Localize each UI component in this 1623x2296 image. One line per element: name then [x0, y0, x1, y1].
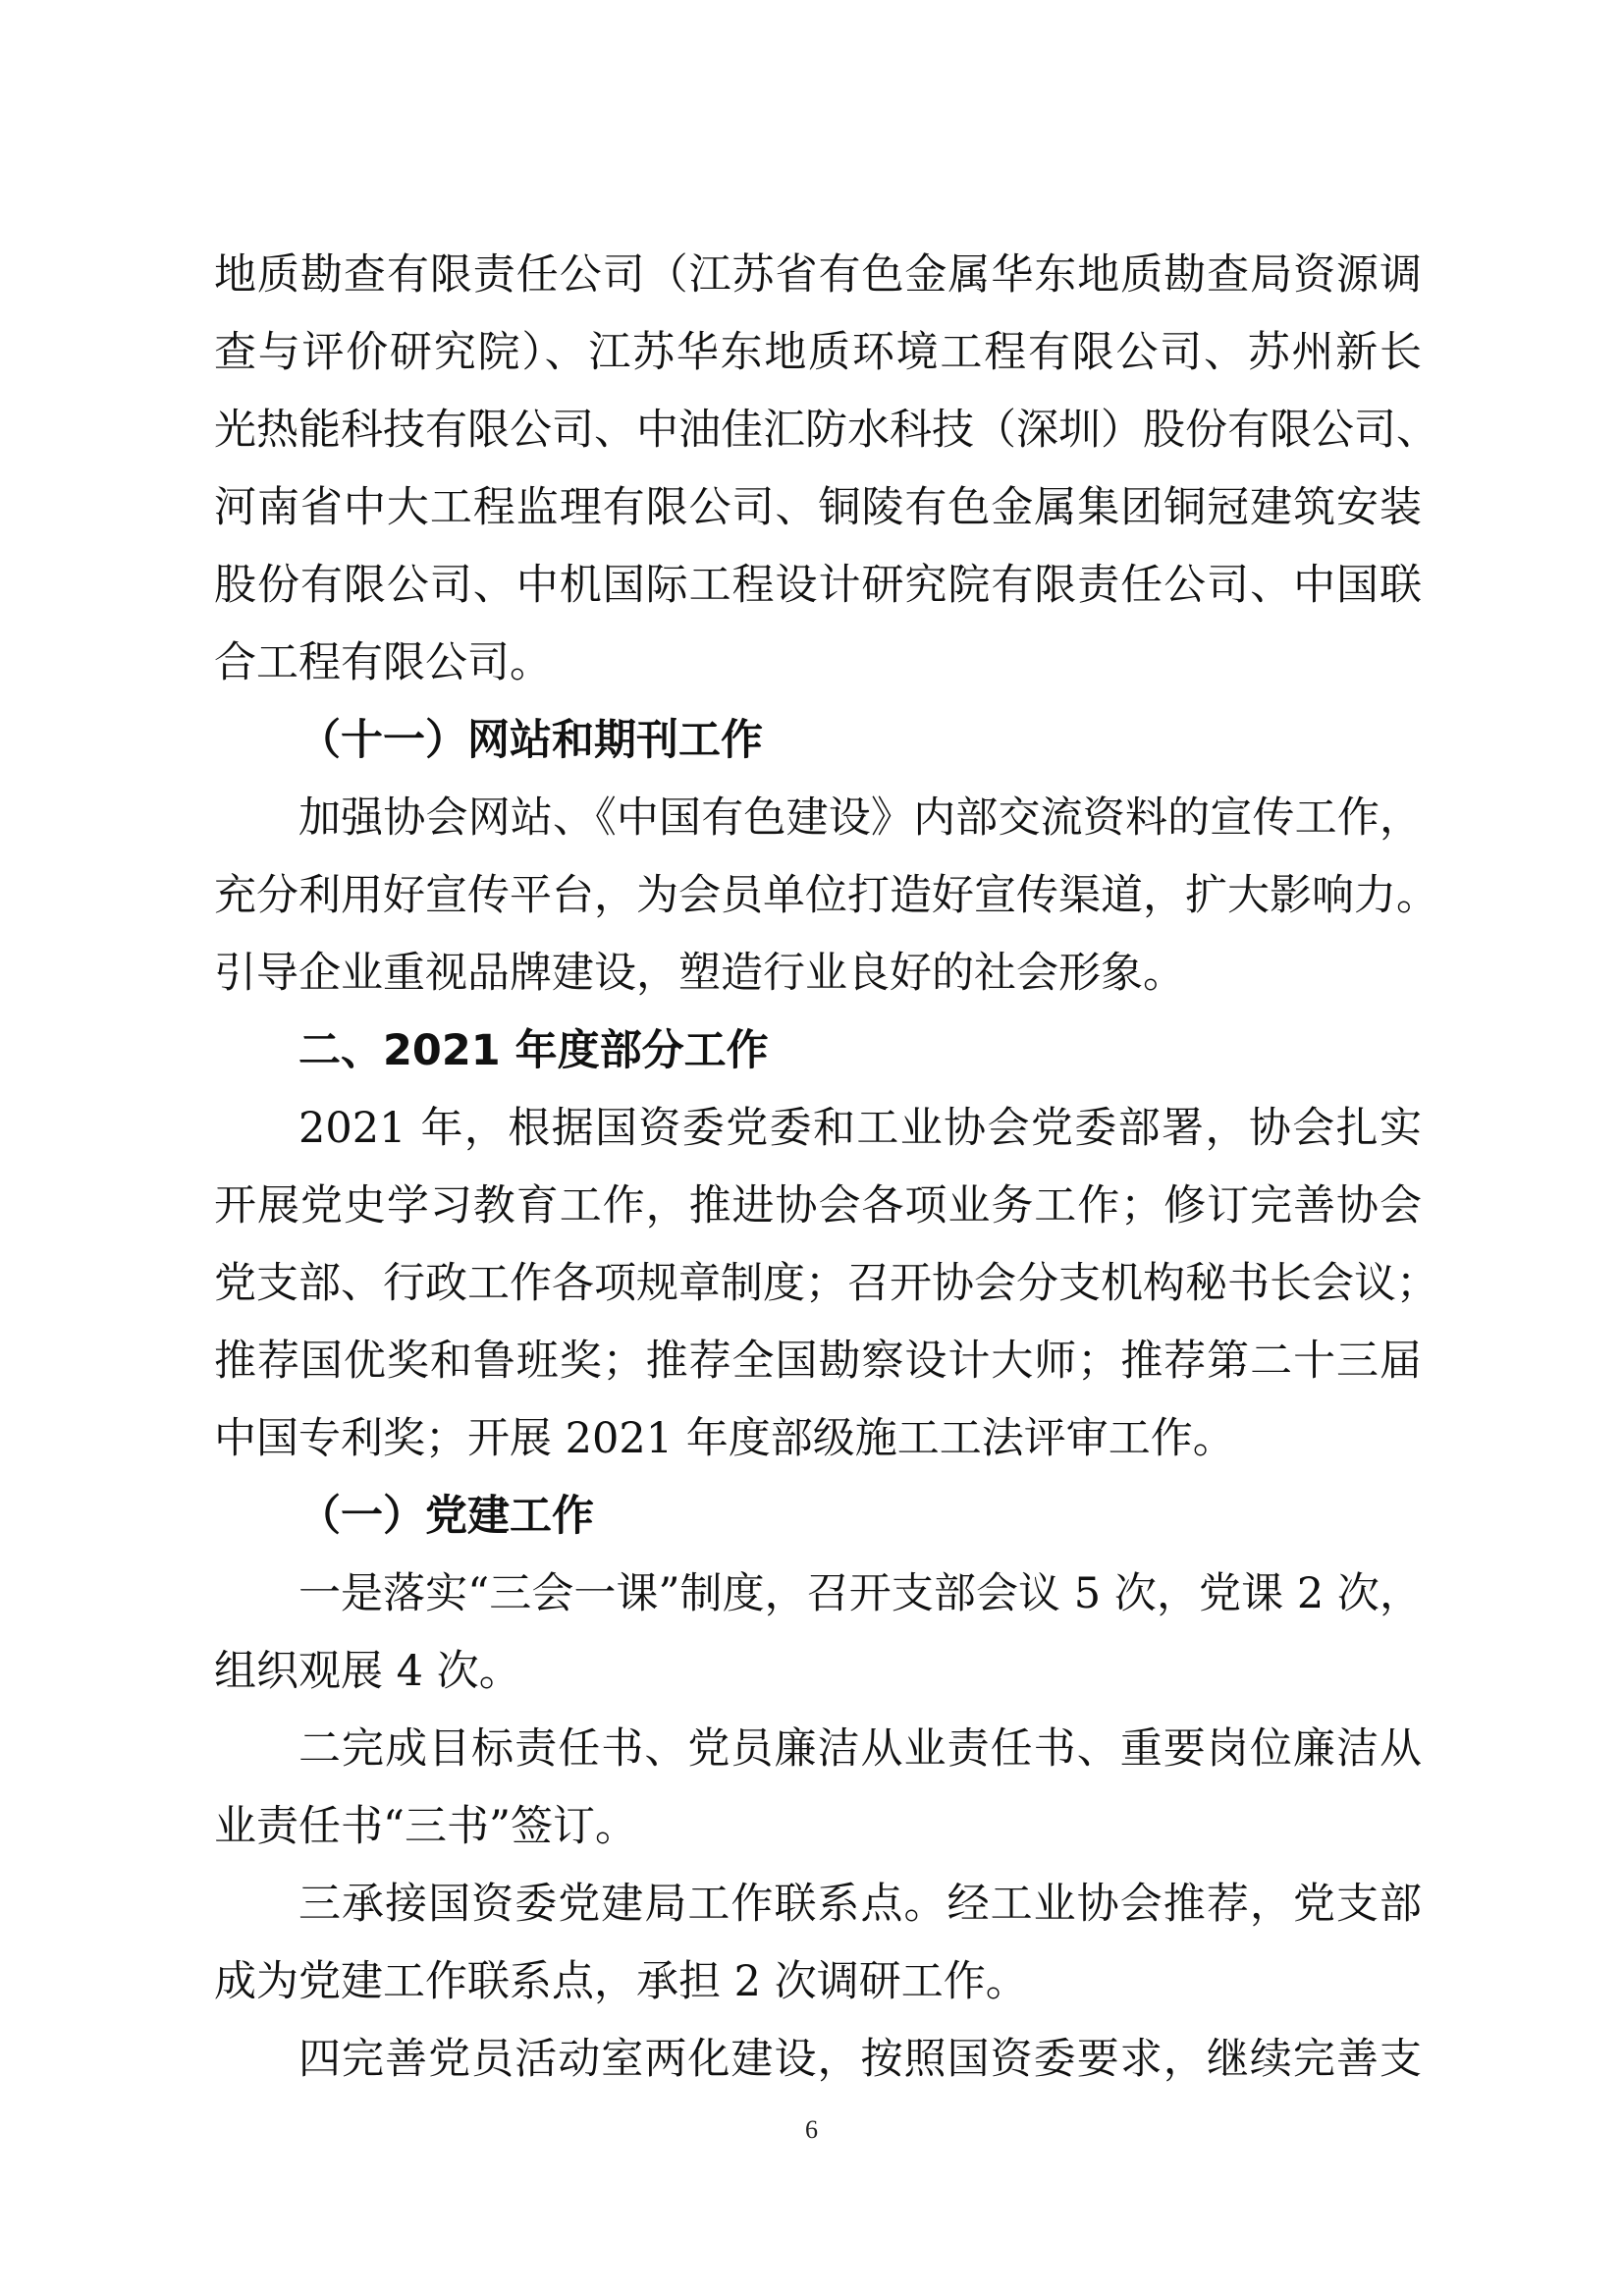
text-line: 股份有限公司、中机国际工程设计研究院有限责任公司、中国联: [214, 561, 1422, 610]
text-line: 充分利用好宣传平台，为会员单位打造好宣传渠道，扩大影响力。: [214, 871, 1438, 920]
text-line: 二完成目标责任书、党员廉洁从业责任书、重要岗位廉洁从: [298, 1724, 1422, 1774]
page-number: 6: [805, 2115, 818, 2144]
section-heading-party-building: （一）党建工作: [298, 1492, 594, 1541]
text-line: 党支部、行政工作各项规章制度；召开协会分支机构秘书长会议；: [214, 1259, 1438, 1308]
text-line: 成为党建工作联系点，承担 2 次调研工作。: [214, 1957, 1028, 2006]
text-line: 引导企业重视品牌建设，塑造行业良好的社会形象。: [214, 949, 1185, 998]
text-line: 加强协会网站、《中国有色建设》内部交流资料的宣传工作，: [298, 793, 1422, 843]
text-line: 一是落实“三会一课”制度，召开支部会议 5 次，党课 2 次，: [298, 1569, 1422, 1618]
text-line: 合工程有限公司。: [214, 638, 552, 687]
text-line: 2021 年，根据国资委党委和工业协会党委部署，协会扎实: [298, 1104, 1422, 1153]
text-line: 查与评价研究院）、江苏华东地质环境工程有限公司、苏州新长: [214, 328, 1422, 377]
text-line: 业责任书“三书”签订。: [214, 1802, 637, 1851]
section-heading-2021: 二、2021 年度部分工作: [298, 1026, 769, 1075]
text-line: 四完善党员活动室两化建设，按照国资委要求，继续完善支: [298, 2035, 1422, 2084]
text-line: 地质勘查有限责任公司（江苏省有色金属华东地质勘查局资源调: [214, 250, 1422, 300]
text-line: 三承接国资委党建局工作联系点。经工业协会推荐，党支部: [298, 1880, 1422, 1929]
text-line: 推荐国优奖和鲁班奖；推荐全国勘察设计大师；推荐第二十三届: [214, 1337, 1422, 1386]
text-line: 开展党史学习教育工作，推进协会各项业务工作；修订完善协会: [214, 1181, 1422, 1230]
text-line: 河南省中大工程监理有限公司、铜陵有色金属集团铜冠建筑安装: [214, 483, 1422, 532]
text-line: 光热能科技有限公司、中油佳汇防水科技（深圳）股份有限公司、: [214, 406, 1438, 455]
text-line: 中国专利奖；开展 2021 年度部级施工工法评审工作。: [214, 1414, 1235, 1463]
section-heading-website: （十一）网站和期刊工作: [298, 716, 763, 765]
text-line: 组织观展 4 次。: [214, 1647, 521, 1696]
